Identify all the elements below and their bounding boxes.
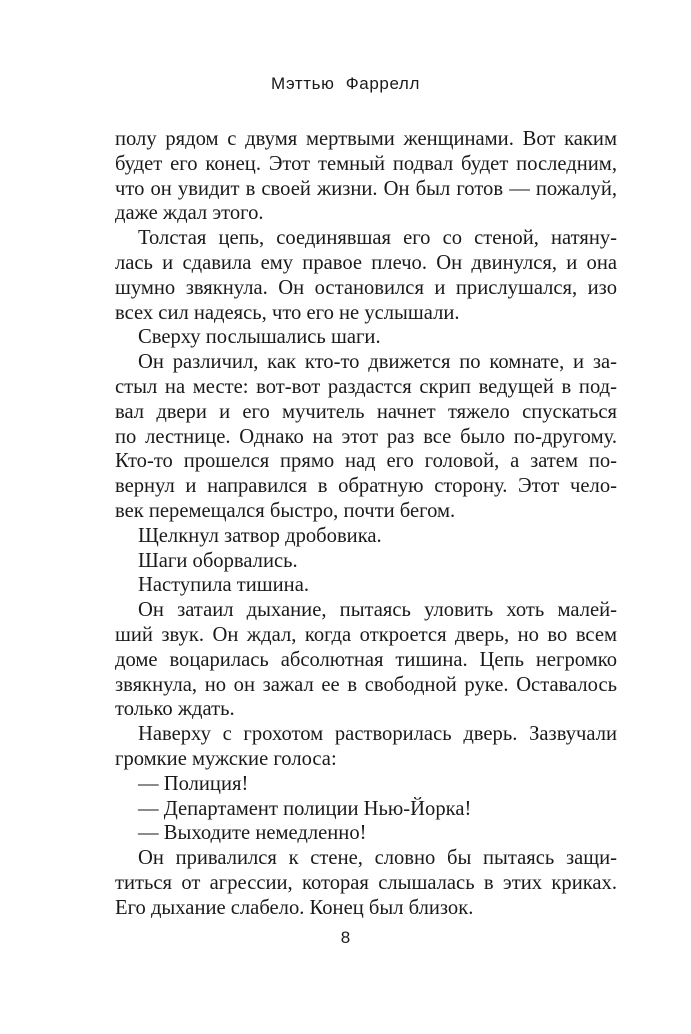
paragraph	[115, 598, 617, 722]
text-line: лась и сдавила ему правое плечо. Он двинулся, и она	[115, 251, 617, 274]
text-line: Сверху послышались шаги.	[138, 326, 381, 349]
paragraph	[115, 325, 617, 350]
text-line: ший звук. Он ждал, когда откроется дверь, но во всем	[115, 623, 617, 646]
paragraph	[115, 846, 617, 920]
paragraph	[115, 797, 617, 822]
text-line: вернул и направился в обратную сторону. Этот чело-	[115, 475, 617, 498]
paragraph	[115, 772, 617, 797]
body-text	[115, 127, 617, 921]
paragraph	[115, 573, 617, 598]
text-line: — Полиция!	[138, 772, 249, 795]
paragraph	[115, 722, 617, 772]
text-line: Наступила тишина.	[138, 574, 309, 597]
text-line: Кто-то прошелся прямо над его головой, а затем по-	[115, 450, 617, 473]
text-line: вал двери и его мучитель начнет тяжело спускаться	[115, 400, 617, 423]
text-line: полу рядом с двумя мертвыми женщинами. Вот каким	[115, 128, 617, 150]
page-number: 8	[340, 928, 351, 947]
text-line: Щелкнул затвор дробовика.	[138, 524, 382, 547]
text-line: век перемещался быстро, почти бегом.	[115, 499, 456, 522]
text-line: — Департамент полиции Нью-Йорка!	[138, 797, 472, 820]
paragraph	[115, 821, 617, 846]
paragraph	[115, 226, 617, 325]
text-line: шумно звякнула. Он остановился и прислушался, изо	[115, 276, 617, 299]
text-line: только ждать.	[115, 698, 235, 721]
paragraph	[115, 549, 617, 574]
text-line: Шаги оборвались.	[138, 549, 298, 572]
text-line: Его дыхание слабело. Конец был близок.	[115, 896, 474, 919]
text-line: Толстая цепь, соединявшая его со стеной, натяну-	[138, 227, 617, 250]
text-line: стыл на месте: вот-вот раздастся скрип ведущей в под-	[115, 375, 617, 398]
text-line: будет его конец. Этот темный подвал будет последним,	[115, 152, 617, 175]
text-line: Он привалился к стене, словно бы пытаясь защи-	[138, 847, 617, 870]
text-line: Он затаил дыхание, пытаясь уловить хоть малей-	[138, 599, 617, 622]
text-line: всех сил надеясь, что его не услышали.	[115, 301, 460, 324]
text-line: громкие мужские голоса:	[115, 747, 337, 770]
running-head-author: Мэттью Фаррелл	[271, 74, 420, 93]
text-line: — Выходите немедленно!	[138, 822, 367, 845]
text-line: что он увидит в своей жизни. Он был готов — пожалуй,	[115, 177, 617, 200]
text-line: по лестнице. Однако на этот раз все было по-другому.	[115, 425, 617, 448]
paragraph	[115, 350, 617, 524]
paragraph	[115, 524, 617, 549]
text-line: звякнула, но он зажал ее в свободной руке. Оставалось	[115, 673, 617, 696]
text-line: Наверху с грохотом растворилась дверь. Зазвучали	[138, 723, 617, 746]
text-line: даже ждал этого.	[115, 202, 264, 225]
paragraph	[115, 127, 617, 226]
text-line: титься от агрессии, которая слышалась в этих криках.	[115, 871, 617, 894]
text-line: Он различил, как кто-то движется по комнате, и за-	[138, 351, 617, 374]
text-line: доме воцарилась абсолютная тишина. Цепь негромко	[115, 648, 617, 671]
